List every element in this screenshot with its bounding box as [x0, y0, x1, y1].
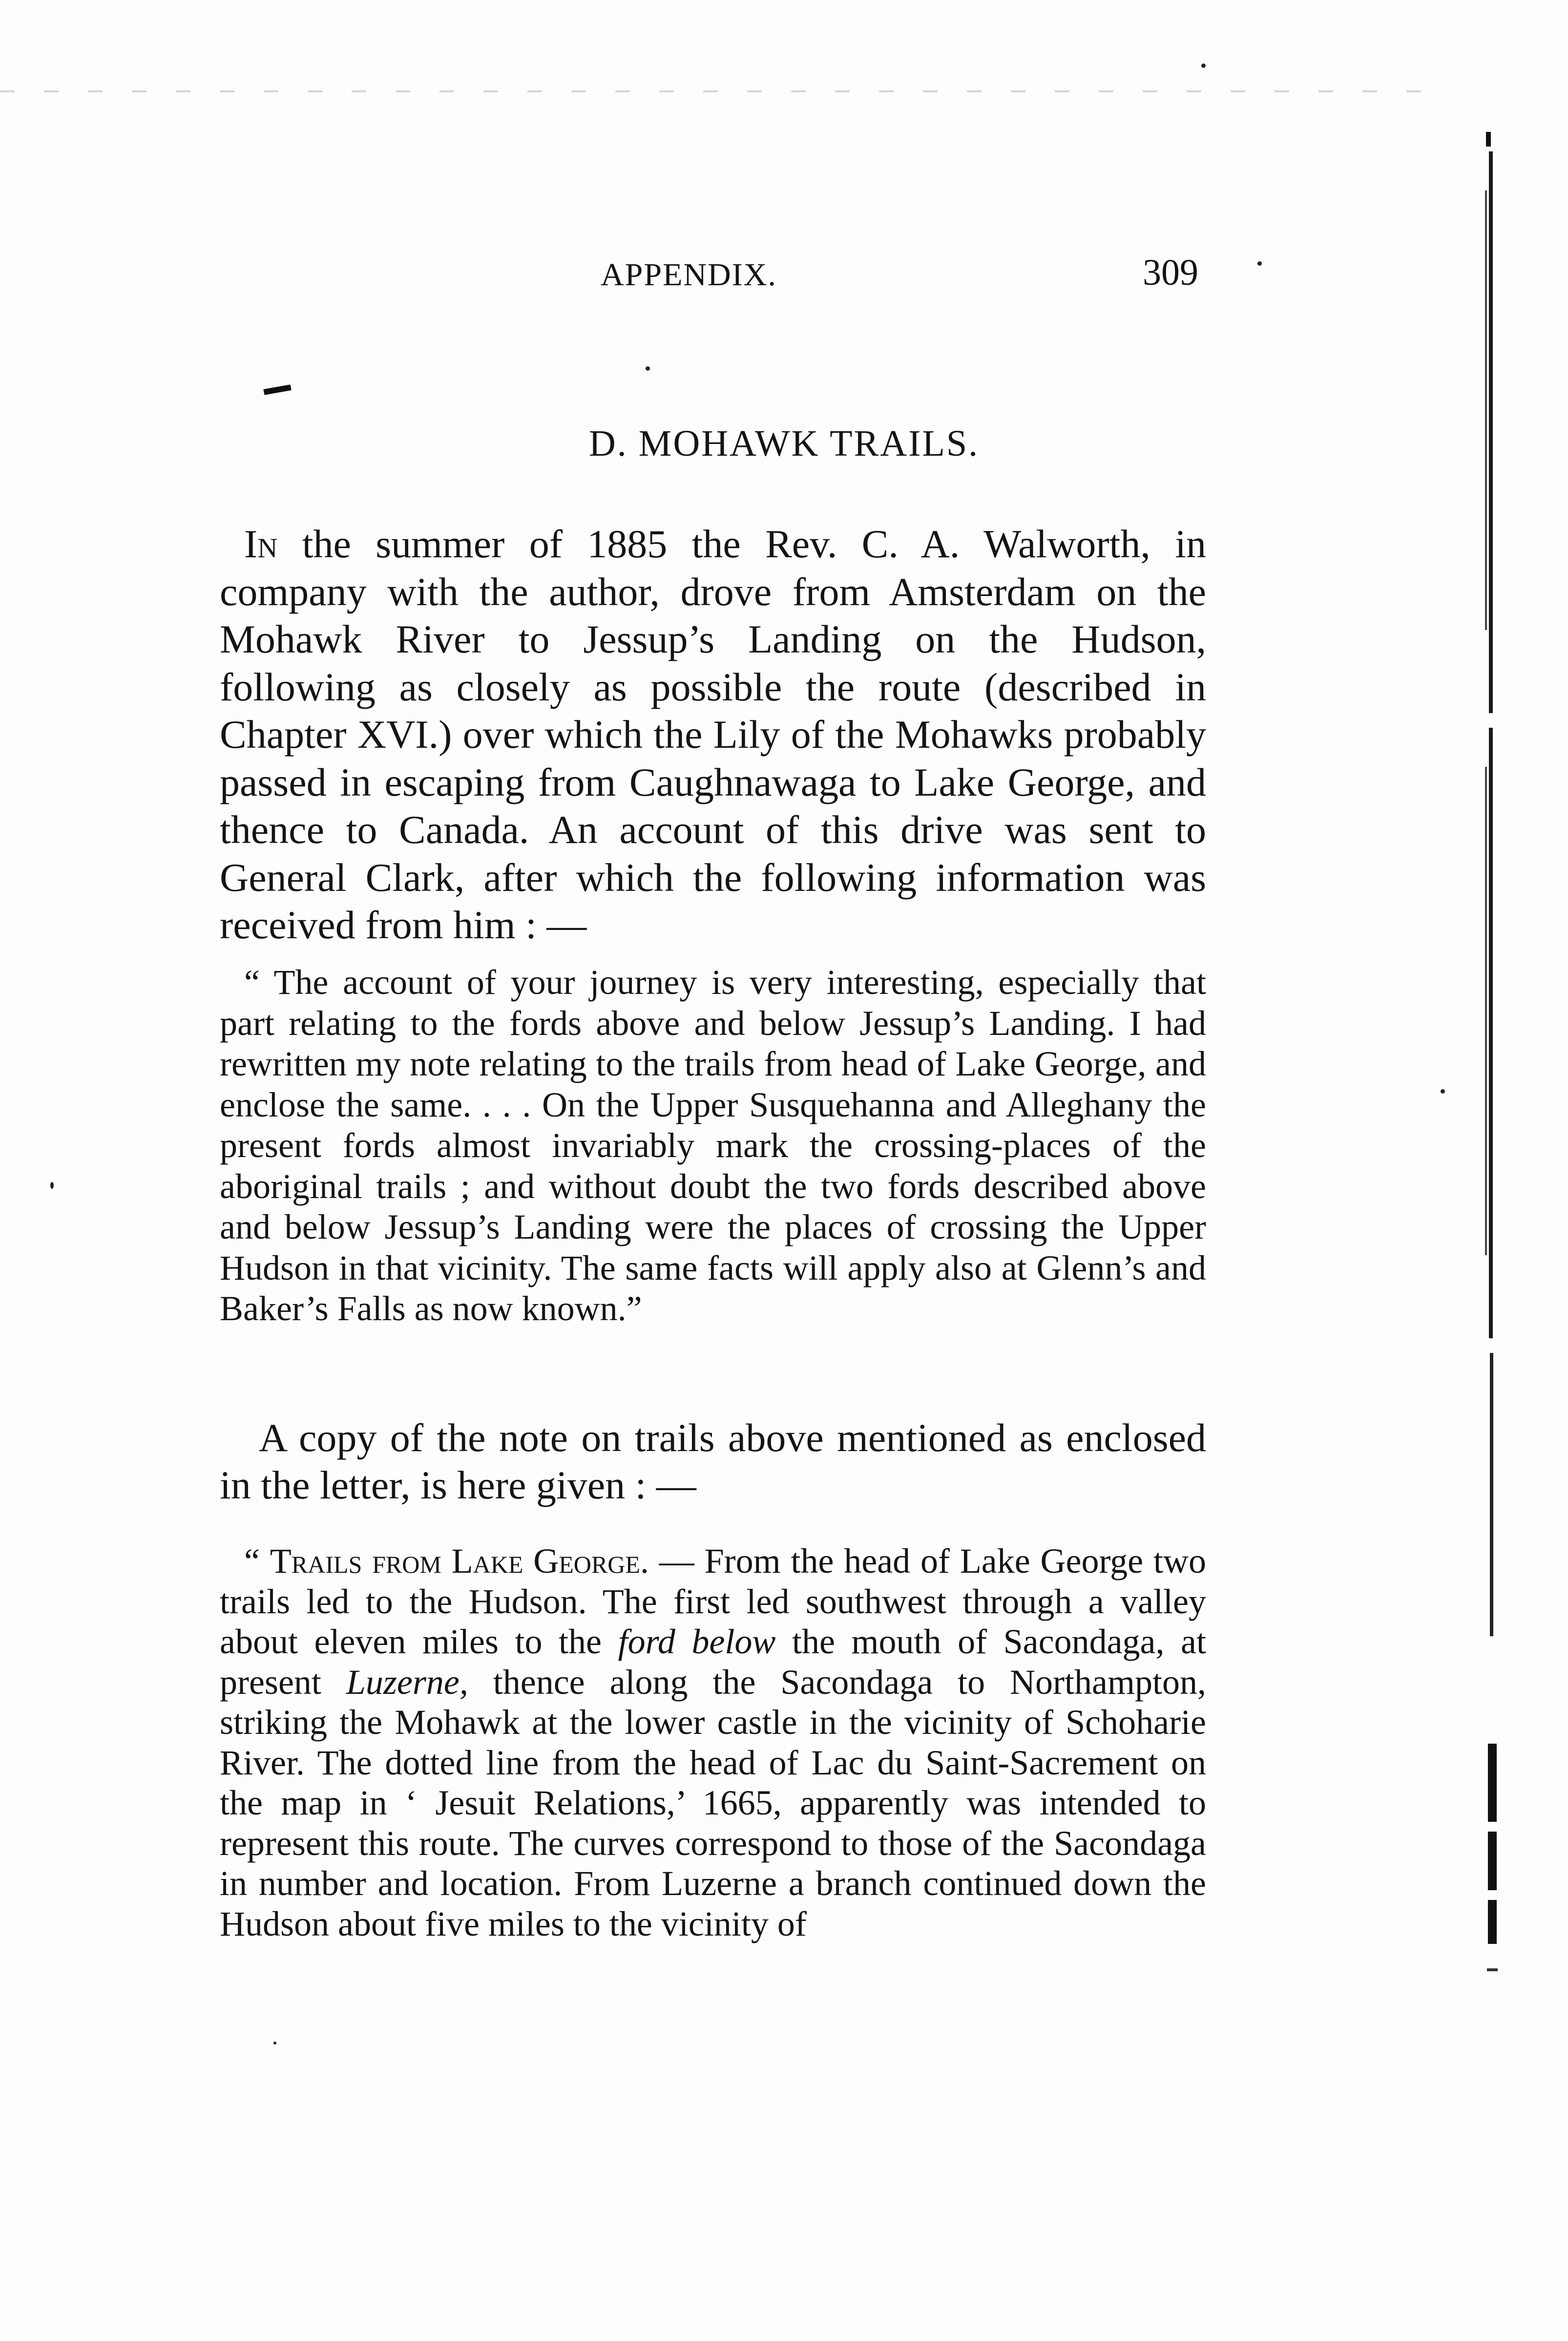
- paragraph-intro: [220, 520, 1206, 949]
- scan-speck: [1441, 1089, 1445, 1094]
- scan-speck: [273, 2042, 276, 2045]
- binding-edge-artifact: [1482, 132, 1516, 2027]
- paragraph-copy-note: [220, 1414, 1206, 1509]
- note-italic-luzerne: Luzerne,: [346, 1662, 468, 1702]
- note-heading: Trails from Lake George.: [270, 1541, 649, 1581]
- scan-speck: [1257, 261, 1262, 266]
- running-head: APPENDIX.: [601, 257, 777, 293]
- scan-speck: [646, 366, 650, 371]
- quoted-letter: [220, 962, 1206, 1329]
- quoted-letter-text: “ The account of your journey is very interesting, especially that part relating to the fords above and below Jessup’s Landing. I had rewritten my note relating to the trails from head of Lake George, and enclose the same. . . . On the Upper Susquehanna and Alleghany the present fords almost invariably mark the crossing-places of the aboriginal trails ; and without doubt the two fords described above and below Jessup’s Landing were the places of crossing the Upper Hudson in that vicinity. The same facts will apply also at Glenn’s and Baker’s Falls as now known.”: [220, 963, 1206, 1328]
- quoted-note: [220, 1541, 1206, 1944]
- drop-lead-word: In: [244, 522, 278, 566]
- open-quote: “: [244, 1541, 270, 1581]
- ink-mark: [263, 384, 291, 395]
- scan-speck: [1201, 63, 1206, 68]
- note-italic-ford: ford below: [618, 1622, 776, 1661]
- note-text-1: — From the head of Lake George two trails led to the Hudson. The first led southwest through a valley about eleven miles to the: [220, 1541, 1206, 1661]
- section-title: D. MOHAWK TRAILS.: [588, 423, 980, 464]
- page-number: 309: [1143, 252, 1198, 293]
- note-text-2: the mouth of Sacondaga, at present: [220, 1622, 1206, 1702]
- paragraph-copy-note-text: A copy of the note on trails above mentioned as enclosed in the letter, is here given : —: [220, 1415, 1206, 1507]
- scan-top-edge: [0, 90, 1441, 92]
- scan-speck: [50, 1182, 54, 1189]
- paragraph-intro-text: the summer of 1885 the Rev. C. A. Walworth, in company with the author, drove from Amsterdam on the Mohawk River to Jessup’s Landing on the Hudson, following as closely as possible the route (described in Chapter XVI.) over which the Lily of the Mohawks probably passed in escaping from Caughnawaga to Lake George, and thence to Canada. An account of this drive was sent to General Clark, after which the following information was received from him : —: [220, 522, 1206, 947]
- note-text-3: thence along the Sacondaga to Northampton, striking the Mohawk at the lower castle in the vicinity of Schoharie River. The dotted line from the head of Lac du Saint-Sacrement on the map in ‘ Jesuit Relations,’ 1665, apparently was intended to represent this route. The curves correspond to those of the Sacondaga in number and location. From Luzerne a branch continued down the Hudson about five miles to the vicinity of: [220, 1662, 1206, 1943]
